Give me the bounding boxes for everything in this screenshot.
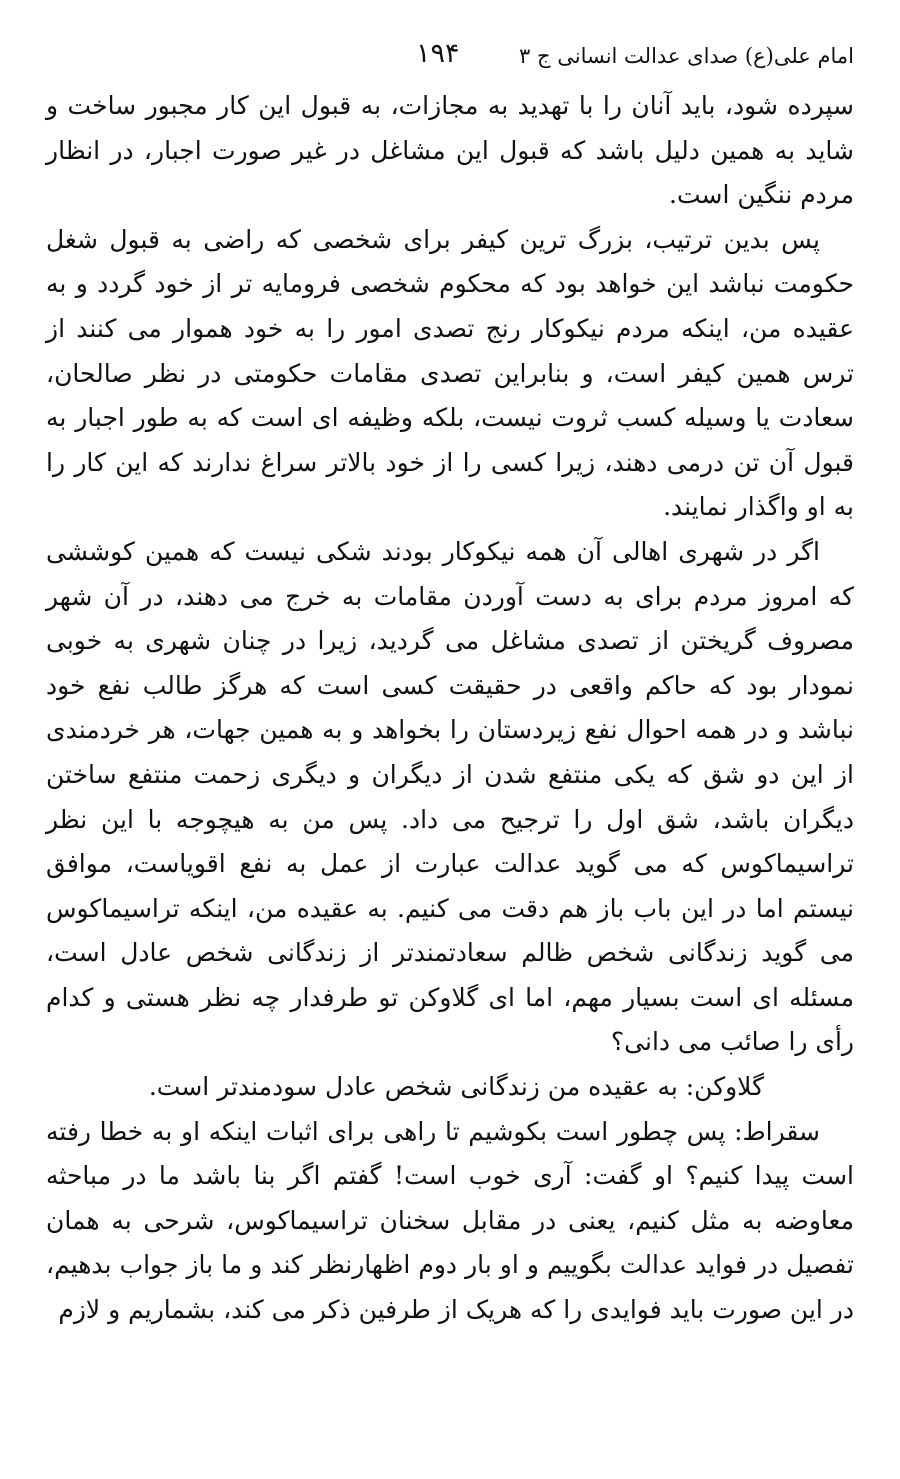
running-header	[46, 38, 854, 78]
body-text	[46, 84, 854, 1333]
dialogue-socrates: سقراط: پس چطور است بکوشیم تا راهی برای اثبات اینکه او به خطا رفته است پیدا کنیم؟ او گفت: آری خوب است! گفتم اگر بنا باشد ما در مباحثه معاوضه به مثل کنیم، یعنی در مقابل سخنان تراسیماکوس، شرحی به همان تفصیل در فواید عدالت بگوییم و او بار دوم اظهارنظر کند و ما باز جواب بدهیم، در این صورت باید فوایدی را که هریک از طرفین ذکر می کند، بشماریم و لازم	[46, 1116, 854, 1325]
dialogue-glaucon: گلاوکن: به عقیده من زندگانی شخص عادل سودمندتر است.	[148, 1072, 764, 1102]
book-title: امام علی(ع) صدای عدالت انسانی ج ۳	[519, 44, 854, 68]
paragraph: پس بدین ترتیب، بزرگ ترین کیفر برای شخصی که راضی به قبول شغل حکومت نباشد این خواهد بود که محکوم شخصی فرومایه تر از خود گردد و به عقیده من، اینکه مردم نیکوکار رنج تصدی امور را به خود هموار می کنند از ترس همین کیفر است، و بنابراین تصدی مقامات حکومتی در نظر صالحان، سعادت یا وسیله کسب ثروت نیست، بلکه وظیفه ای است که به طور اجبار به قبول آن تن درمی دهند، زیرا کسی را از خود بالاتر سراغ ندارند که این کار را به او واگذار نمایند.	[46, 224, 854, 522]
paragraph-continued: سپرده شود، باید آنان را با تهدید به مجازات، به قبول این کار مجبور ساخت و شاید به همین دلیل باشد که قبول این مشاغل در غیر صورت اجبار، در انظار مردم ننگین است.	[46, 91, 854, 210]
paragraph: اگر در شهری اهالی آن همه نیکوکار بودند شکی نیست که همین کوششی که امروز مردم برای به دست آوردن مقامات به خرج می دهند، در آن شهر مصروف گریختن از تصدی مشاغل می گردید، زیرا در چنان شهری به خوبی نمودار بود که حاکم واقعی در حقیقت کسی است که هرگز طالب نفع خود نباشد و در همه احوال نفع زیردستان را بخواهد و به همین جهات، هر خردمندی از این دو شق که یکی منتفع شدن از دیگران و دیگری زحمت منتفع ساختن دیگران باشد، شق اول را ترجیح می داد. پس من به هیچوجه با این نظر تراسیماکوس که می گوید عدالت عبارت از عمل به نفع اقویاست، موافق نیستم اما در این باب باز هم دقت می کنیم. به عقیده من، اینکه تراسیماکوس می گوید زندگانی شخص ظالم سعادتمندتر از زندگانی شخص عادل است، مسئله ای است بسیار مهم، اما ای گلاوکن تو طرفدار چه نظر هستی و کدام رأی را صائب می دانی؟	[46, 536, 854, 1057]
page-number: ۱۹۴	[416, 38, 460, 69]
